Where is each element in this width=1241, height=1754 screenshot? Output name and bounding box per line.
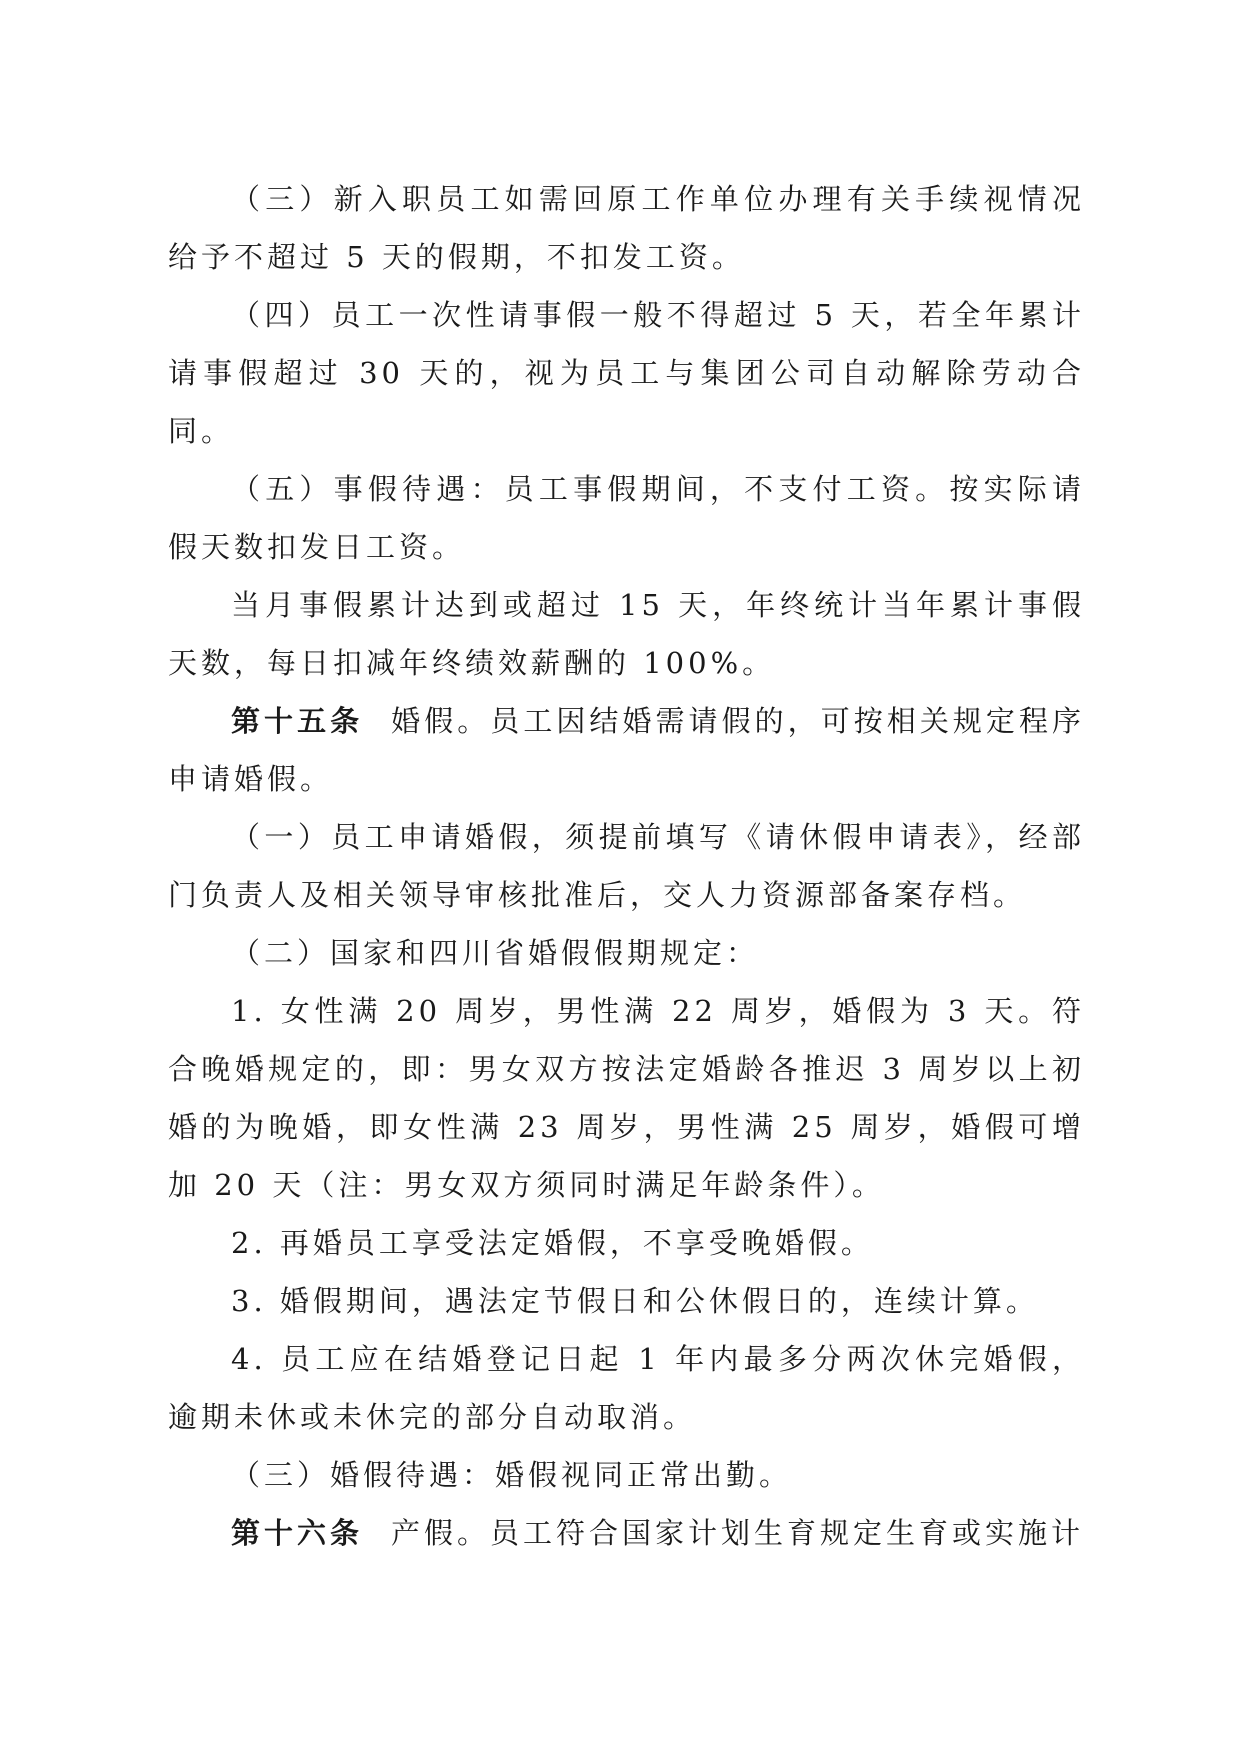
paragraph: [168, 808, 1085, 924]
paragraph: [168, 170, 1085, 286]
paragraph-text: 当月事假累计达到或超过 15 天，年终统计当年累计事假天数，每日扣减年终绩效薪酬的 100%。: [168, 588, 1085, 680]
paragraph: [168, 1272, 1085, 1330]
paragraph-text: （三）新入职员工如需回原工作单位办理有关手续视情况给予不超过 5 天的假期，不扣发工资。: [168, 182, 1085, 274]
paragraph-text: （五）事假待遇：员工事假期间，不支付工资。按实际请假天数扣发日工资。: [168, 472, 1085, 564]
paragraph: [168, 1330, 1085, 1446]
paragraph-text: 4. 员工应在结婚登记日起 1 年内最多分两次休完婚假，逾期未休或未休完的部分自动取消。: [168, 1342, 1085, 1434]
paragraph-text: （四）员工一次性请事假一般不得超过 5 天，若全年累计请事假超过 30 天的，视为员工与集团公司自动解除劳动合同。: [168, 298, 1085, 448]
document-page: [168, 170, 1085, 1562]
paragraph: [168, 460, 1085, 576]
paragraph-text: （一）员工申请婚假，须提前填写《请休假申请表》，经部门负责人及相关领导审核批准后，交人力资源部备案存档。: [168, 820, 1085, 912]
paragraph-text: （二）国家和四川省婚假假期规定：: [231, 936, 760, 970]
paragraph-text: （三）婚假待遇：婚假视同正常出勤。: [231, 1458, 793, 1492]
paragraph-text: 2. 再婚员工享受法定婚假，不享受晚婚假。: [231, 1226, 874, 1260]
paragraph-text: 产假。员工符合国家计划生育规定生育或实施计: [391, 1516, 1085, 1550]
paragraph: [168, 286, 1085, 460]
paragraph: [168, 924, 1085, 982]
article-paragraph: [168, 1504, 1085, 1562]
paragraph-text: 婚假。员工因结婚需请假的，可按相关规定程序申请婚假。: [168, 704, 1085, 796]
paragraph: [168, 1214, 1085, 1272]
paragraph: [168, 1446, 1085, 1504]
paragraph: [168, 982, 1085, 1214]
paragraph-text: 3. 婚假期间，遇法定节假日和公休假日的，连续计算。: [231, 1284, 1039, 1318]
article-heading: 第十六条: [231, 1516, 364, 1550]
article-heading: 第十五条: [231, 704, 364, 738]
article-paragraph: [168, 692, 1085, 808]
paragraph-text: 1. 女性满 20 周岁，男性满 22 周岁，婚假为 3 天。符合晚婚规定的，即：男女双方按法定婚龄各推迟 3 周岁以上初婚的为晚婚，即女性满 23 周岁，男性满 25 周岁，婚假可增加 20 天（注：男女双方须同时满足年龄条件）。: [168, 994, 1085, 1202]
paragraph: [168, 576, 1085, 692]
